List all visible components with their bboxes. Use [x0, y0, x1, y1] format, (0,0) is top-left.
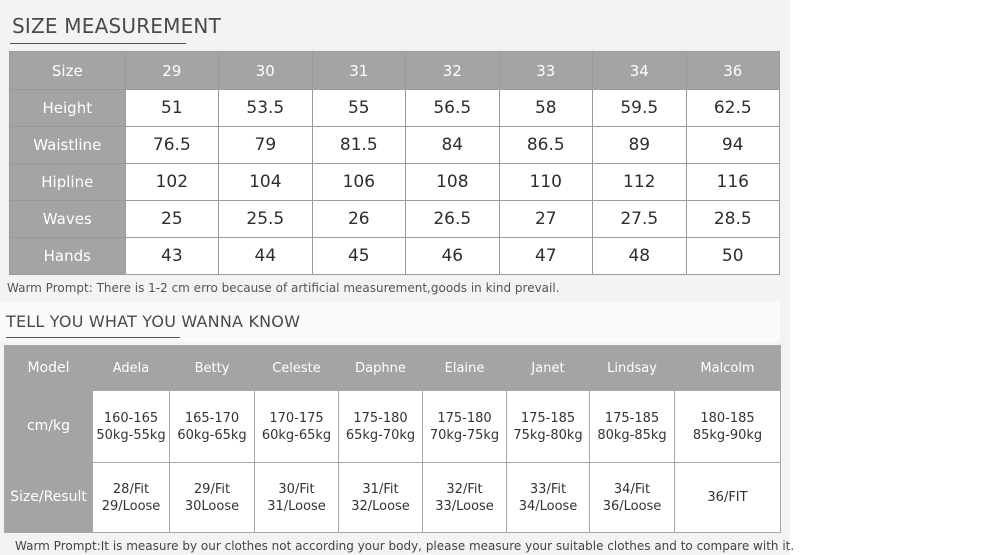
model-fit-table — [4, 345, 781, 533]
model-name-cell: Lindsay — [590, 346, 675, 391]
waistline-row — [10, 127, 780, 164]
table-cell: 25.5 — [219, 201, 312, 238]
cell-line: 60kg-65kg — [177, 427, 247, 443]
size-measurement-table — [9, 51, 780, 275]
cell-line: 31/Loose — [267, 498, 326, 514]
row-label: cm/kg — [5, 391, 93, 463]
table-cell: 26.5 — [406, 201, 499, 238]
model-name-cell: Janet — [507, 346, 590, 391]
table-cell — [590, 391, 675, 463]
table-cell: 48 — [593, 238, 686, 275]
row-label: Hipline — [10, 164, 126, 201]
table-cell: 79 — [219, 127, 312, 164]
table-cell: 25 — [125, 201, 218, 238]
table-cell: 76.5 — [125, 127, 218, 164]
size-measurement-title: SIZE MEASUREMENT — [12, 14, 222, 38]
cell-line: 165-170 — [184, 410, 240, 426]
waves-row — [10, 201, 780, 238]
table-cell: 81.5 — [312, 127, 405, 164]
height-row — [10, 90, 780, 127]
cell-line: 65kg-70kg — [345, 427, 416, 443]
table-cell — [339, 391, 423, 463]
table-cell — [423, 391, 507, 463]
cell-line: 32/Loose — [351, 498, 410, 514]
table-cell: 47 — [499, 238, 592, 275]
table-cell — [507, 391, 590, 463]
table-cell — [93, 391, 170, 463]
row-label: Waistline — [10, 127, 126, 164]
row-label: Height — [10, 90, 126, 127]
cell-line: 33/Fit — [529, 481, 567, 497]
cell-line: 34/Fit — [613, 481, 651, 497]
size-header-cell: 34 — [593, 52, 686, 90]
cell-line: 33/Loose — [435, 498, 494, 514]
size-result-row — [5, 463, 781, 533]
table-cell — [507, 463, 590, 533]
table-cell: 116 — [686, 164, 780, 201]
cell-line: 30/Fit — [278, 481, 315, 497]
table-cell: 45 — [312, 238, 405, 275]
size-header-cell: 30 — [219, 52, 312, 90]
cell-line: 175-185 — [520, 410, 576, 426]
cell-line: 175-185 — [604, 410, 660, 426]
know-warm-prompt: Warm Prompt:It is measure by our clothes not according your body, please measure your suitable clothes and to compare with it. — [15, 539, 795, 553]
table-cell: 94 — [686, 127, 780, 164]
model-name-cell: Celeste — [255, 346, 339, 391]
table-cell — [675, 463, 781, 533]
cell-line: 29/Fit — [193, 481, 231, 497]
table-cell: 58 — [499, 90, 592, 127]
table-cell: 51 — [125, 90, 218, 127]
cell-line: 50kg-55kg — [96, 427, 166, 443]
size-header-cell: 36 — [686, 52, 780, 90]
table-cell — [339, 463, 423, 533]
table-cell — [170, 463, 255, 533]
table-cell: 55 — [312, 90, 405, 127]
table-cell: 28.5 — [686, 201, 780, 238]
cell-line: 32/Fit — [446, 481, 483, 497]
table-cell — [590, 463, 675, 533]
size-header-cell: 31 — [312, 52, 405, 90]
table-cell — [170, 391, 255, 463]
table-cell: 102 — [125, 164, 218, 201]
table-cell — [255, 463, 339, 533]
model-header-row — [5, 346, 781, 391]
model-name-cell: Betty — [170, 346, 255, 391]
cell-line: 80kg-85kg — [597, 427, 667, 443]
table-cell: 43 — [125, 238, 218, 275]
table-cell: 62.5 — [686, 90, 780, 127]
size-warm-prompt: Warm Prompt: There is 1-2 cm erro because of artificial measurement,goods in kind prevail. — [7, 281, 560, 295]
cell-line: 70kg-75kg — [429, 427, 500, 443]
hands-row — [10, 238, 780, 275]
cell-line: 75kg-80kg — [513, 427, 583, 443]
hipline-row — [10, 164, 780, 201]
cell-line: 175-180 — [437, 410, 492, 426]
cell-line: 170-175 — [269, 410, 324, 426]
table-cell: 27 — [499, 201, 592, 238]
size-title-underline — [10, 43, 186, 44]
table-cell: 104 — [219, 164, 312, 201]
table-cell: 26 — [312, 201, 405, 238]
table-cell: 50 — [686, 238, 780, 275]
row-label: Hands — [10, 238, 126, 275]
table-cell: 112 — [593, 164, 686, 201]
cm-kg-row — [5, 391, 781, 463]
cell-line: 175-180 — [353, 410, 408, 426]
table-cell — [93, 463, 170, 533]
row-label: Size/Result — [5, 463, 93, 533]
cell-line: 36/Loose — [602, 498, 662, 514]
table-cell — [423, 463, 507, 533]
table-cell: 110 — [499, 164, 592, 201]
cell-line: 31/Fit — [362, 481, 399, 497]
cell-line: 29/Loose — [101, 498, 161, 514]
table-cell: 108 — [406, 164, 499, 201]
cell-line: 34/Loose — [518, 498, 578, 514]
row-label: Waves — [10, 201, 126, 238]
cell-line: 60kg-65kg — [261, 427, 332, 443]
size-header-cell: 29 — [125, 52, 218, 90]
table-cell: 27.5 — [593, 201, 686, 238]
table-cell — [675, 391, 781, 463]
size-header-cell: 33 — [499, 52, 592, 90]
cell-line: 160-165 — [103, 410, 159, 426]
know-section-title: TELL YOU WHAT YOU WANNA KNOW — [6, 312, 301, 331]
cell-line: 30Loose — [184, 498, 240, 514]
model-name-cell: Daphne — [339, 346, 423, 391]
table-cell: 56.5 — [406, 90, 499, 127]
size-header-row — [10, 52, 780, 90]
table-cell: 86.5 — [499, 127, 592, 164]
table-cell: 89 — [593, 127, 686, 164]
know-title-underline — [6, 337, 180, 338]
model-name-cell: Malcolm — [675, 346, 781, 391]
model-name-cell: Adela — [93, 346, 170, 391]
size-header-cell: 32 — [406, 52, 499, 90]
table-cell: 44 — [219, 238, 312, 275]
cell-line: 180-185 — [700, 410, 755, 426]
table-cell: 53.5 — [219, 90, 312, 127]
cell-line: 85kg-90kg — [692, 427, 763, 443]
table-cell: 84 — [406, 127, 499, 164]
table-cell: 46 — [406, 238, 499, 275]
table-cell — [255, 391, 339, 463]
cell-line: 36/FIT — [707, 490, 748, 505]
cell-line: 28/Fit — [112, 481, 150, 497]
model-header-label: Model — [5, 346, 93, 391]
table-cell: 106 — [312, 164, 405, 201]
model-name-cell: Elaine — [423, 346, 507, 391]
size-header-label: Size — [10, 52, 126, 90]
table-cell: 59.5 — [593, 90, 686, 127]
